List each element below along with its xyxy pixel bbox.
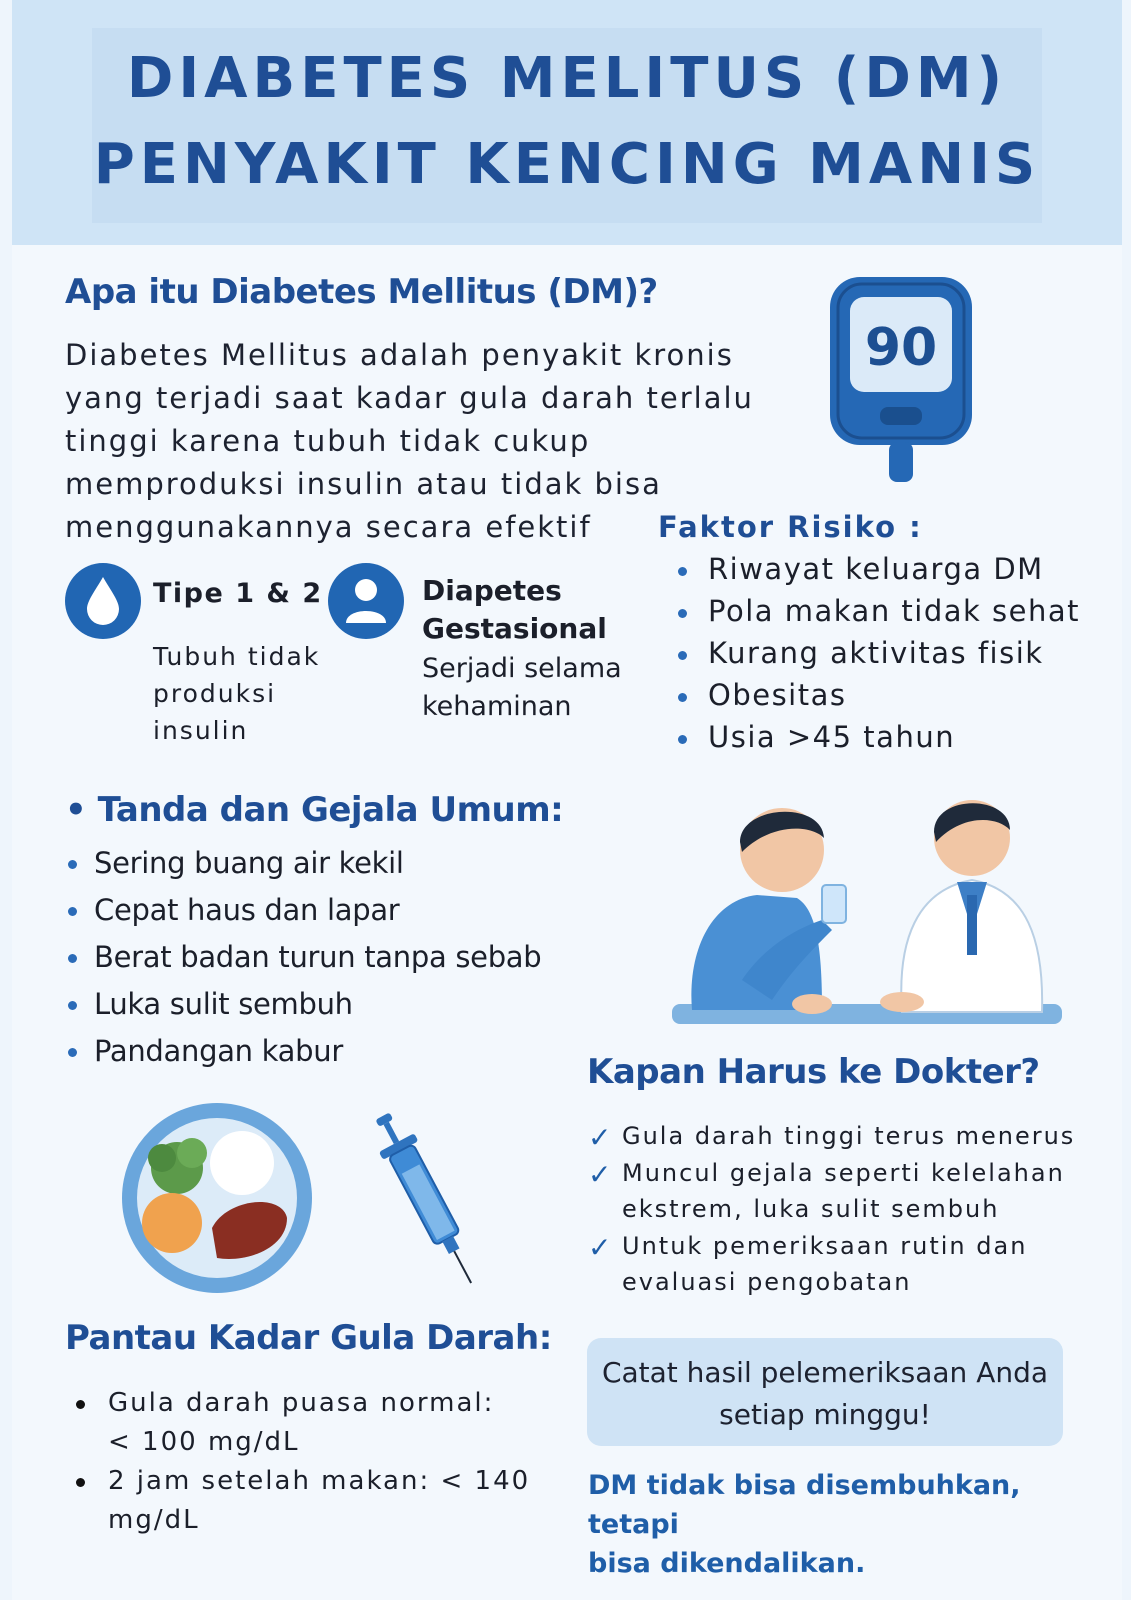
- food-plate-illustration: [117, 1098, 317, 1298]
- check-icon: ✓: [588, 1231, 614, 1264]
- tip-box: [587, 1338, 1063, 1446]
- check-icon: ✓: [588, 1158, 614, 1191]
- type-desc-line: produksi: [153, 679, 277, 708]
- monitor-item: 2 jam setelah makan: < 140 mg/dL: [70, 1462, 530, 1540]
- risk-list: [678, 552, 1080, 762]
- risk-heading: Faktor Risiko :: [658, 510, 923, 544]
- footer-line: bisa dikendalikan.: [588, 1548, 866, 1579]
- description-line: memproduksi insulin atau tidak bisa: [65, 467, 662, 501]
- symptoms-heading: • Tanda dan Gejala Umum:: [65, 790, 564, 830]
- type-1-2-title: Tipe 1 & 2: [153, 578, 323, 609]
- gestational-desc-line: Serjadi selama: [422, 653, 622, 684]
- bullet-icon: [68, 954, 77, 963]
- type-desc-line: insulin: [153, 716, 249, 745]
- doctor-check-item: ✓ Muncul gejala seperti kelelahan ekstrem, luka sulit sembuh: [588, 1158, 1065, 1223]
- bullet-icon: [678, 735, 687, 744]
- monitor-heading: Pantau Kadar Gula Darah:: [65, 1318, 552, 1358]
- symptoms-list: [68, 846, 541, 1081]
- title-line-2: PENYAKIT KENCING MANIS: [93, 132, 1041, 197]
- gestational-title-line: Gestasional: [422, 612, 607, 645]
- header-banner: [12, 0, 1122, 245]
- description-line: tinggi karena tubuh tidak cukup: [65, 424, 591, 458]
- doctor-patient-illustration: [672, 780, 1072, 1030]
- gestational-desc-line: kehaminan: [422, 691, 572, 722]
- what-is-heading: Apa itu Diabetes Mellitus (DM)?: [65, 272, 658, 312]
- gestational-desc: [422, 650, 622, 726]
- footer-note: [588, 1466, 1088, 1583]
- person-icon: [342, 575, 390, 627]
- symptom-item: Pandangan kabur: [68, 1034, 541, 1081]
- tip-line: setiap minggu!: [719, 1398, 931, 1431]
- gestational-title: [422, 572, 607, 648]
- bullet-icon: [76, 1400, 85, 1409]
- symptom-item: Berat badan turun tanpa sebab: [68, 940, 541, 987]
- description-line: menggunakannya secara efektif: [65, 510, 592, 544]
- type-1-2-icon-badge: [65, 563, 141, 639]
- description-line: yang terjadi saat kadar gula darah terlalu: [65, 381, 754, 415]
- monitor-item: Gula darah puasa normal: < 100 mg/dL: [70, 1384, 530, 1462]
- risk-item: Kurang aktivitas fisik: [678, 636, 1080, 678]
- bullet-icon: [678, 609, 687, 618]
- doctor-check-item: ✓ Untuk pemeriksaan rutin dan evaluasi pengobatan: [588, 1231, 1028, 1296]
- gestational-title-line: Diapetes: [422, 574, 562, 607]
- infographic-page: [12, 0, 1122, 1600]
- symptom-item: Sering buang air kekil: [68, 846, 541, 893]
- footer-line: DM tidak bisa disembuhkan, tetapi: [588, 1470, 1021, 1540]
- gestational-icon-badge: [328, 563, 404, 639]
- check-icon: ✓: [588, 1121, 614, 1154]
- bullet-icon: [68, 1048, 77, 1057]
- glucometer-icon: [820, 272, 980, 487]
- bullet-icon: [678, 567, 687, 576]
- bullet-icon: [678, 651, 687, 660]
- risk-item: Usia >45 tahun: [678, 720, 1080, 762]
- risk-item: Riwayat keluarga DM: [678, 552, 1080, 594]
- description-line: Diabetes Mellitus adalah penyakit kronis: [65, 338, 734, 372]
- symptom-item: Luka sulit sembuh: [68, 987, 541, 1034]
- bullet-icon: [678, 693, 687, 702]
- doctor-check-item: ✓ Gula darah tinggi terus menerus: [588, 1121, 1076, 1154]
- title-line-1: DIABETES MELITUS (DM): [126, 46, 1008, 111]
- bullet-icon: [68, 1001, 77, 1010]
- risk-item: Obesitas: [678, 678, 1080, 720]
- tip-line: Catat hasil pelemeriksaan Anda: [601, 1356, 1049, 1389]
- doctor-checklist: [588, 1118, 1075, 1301]
- doctor-heading: Kapan Harus ke Dokter?: [587, 1052, 1040, 1092]
- syringe-icon: [367, 1105, 487, 1295]
- symptom-item: Cepat haus dan lapar: [68, 893, 541, 940]
- bullet-icon: [68, 907, 77, 916]
- glucometer-reading: 90: [864, 318, 938, 378]
- monitor-list: [70, 1384, 530, 1540]
- water-drop-icon: [83, 575, 123, 627]
- type-desc-line: Tubuh tidak: [153, 642, 321, 671]
- type-1-2-desc: [153, 638, 320, 749]
- risk-item: Pola makan tidak sehat: [678, 594, 1080, 636]
- bullet-icon: [76, 1478, 85, 1487]
- bullet-icon: [68, 860, 77, 869]
